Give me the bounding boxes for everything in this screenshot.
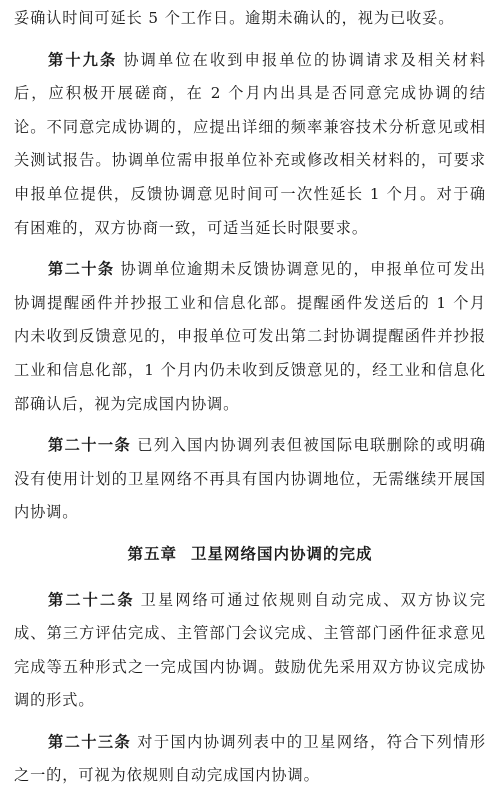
article-22 [14,584,486,718]
article-number: 第二十二条 [48,590,135,609]
article-19 [14,44,486,246]
paragraph-continuation [14,2,486,36]
article-21 [14,429,486,530]
article-text: 协调单位逾期未反馈协调意见的，申报单位可发出协调提醒函件并抄报工业和信息化部。提醒函件发送后的 1 个月内未收到反馈意见的，申报单位可发出第二封协调提醒函件并抄报工业和信息化部，1 个月内仍未收到反馈意见的，经工业和信息化部确认后，视为完成国内协调。 [14,260,486,413]
paragraph-text: 妥确认时间可延长 5 个工作日。逾期未确认的，视为已收妥。 [14,9,455,27]
article-text: 协调单位在收到申报单位的协调请求及相关材料后，应积极开展磋商，在 2 个月内出具是否同意完成协调的结论。不同意完成协调的，应提出详细的频率兼容技术分析意见或相关测试报告。协调单位需申报单位补充或修改相关材料的，可要求申报单位提供，反馈协调意见时间可一次性延长 1 个月。对于确有困难的，双方协商一致，可适当延长时限要求。 [14,50,486,237]
article-number: 第二十一条 [48,436,132,455]
article-number: 第二十三条 [48,732,132,751]
article-23 [14,726,486,793]
article-20 [14,253,486,421]
chapter-title: 卫星网络国内协调的完成 [191,544,373,563]
article-number: 第十九条 [48,50,118,69]
document-page [14,2,486,801]
chapter-number: 第五章 [127,544,177,563]
article-text: 卫星网络可通过依规则自动完成、双方协议完成、第三方评估完成、主管部门会议完成、主管部门函件征求意见完成等五种形式之一完成国内协调。鼓励优先采用双方协议完成协调的形式。 [14,590,487,710]
article-text: 已列入国内协调列表但被国际电联删除的或明确没有使用计划的卫星网络不再具有国内协调地位，无需继续开展国内协调。 [14,436,486,522]
chapter-heading [14,538,486,572]
article-text: 对于国内协调列表中的卫星网络，符合下列情形之一的，可视为依规则自动完成国内协调。 [14,732,486,785]
article-number: 第二十条 [48,260,115,279]
